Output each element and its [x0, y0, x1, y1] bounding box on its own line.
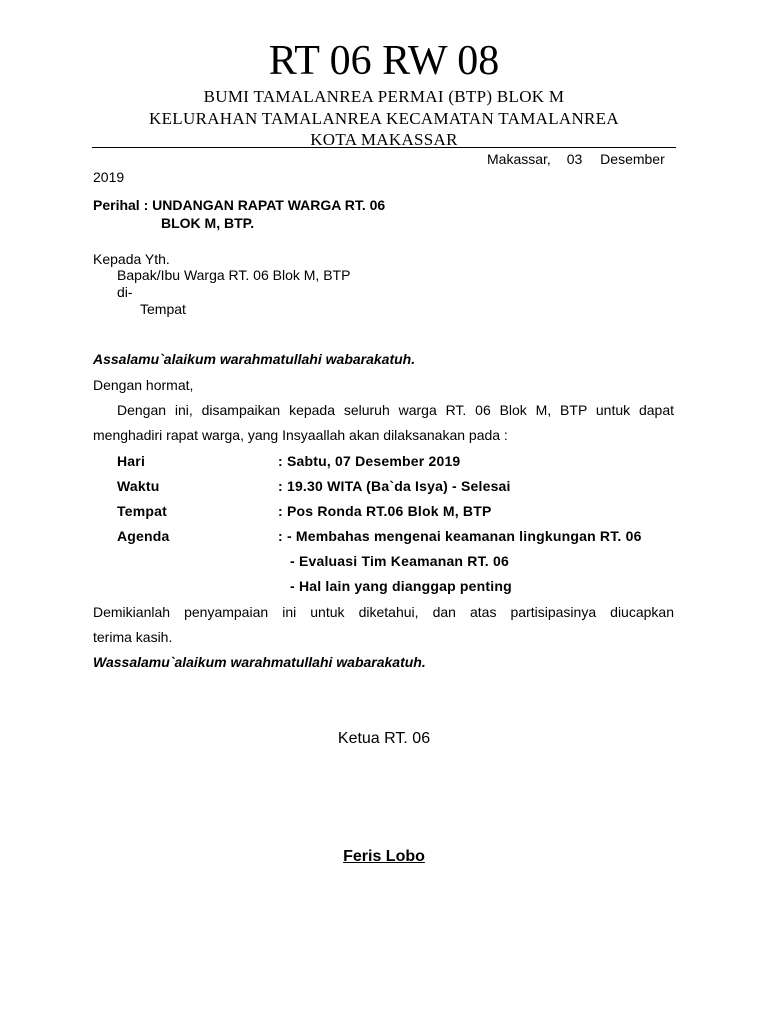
farewell: Wassalamu`alaikum warahmatullahi wabarakatuh.	[93, 654, 426, 670]
perihal-subject: UNDANGAN RAPAT WARGA RT. 06	[152, 197, 386, 213]
letterhead-line-2: KELURAHAN TAMALANREA KECAMATAN TAMALANREA	[149, 109, 619, 128]
agenda-item-3: - Hal lain yang dianggap penting	[290, 578, 512, 594]
date-month: Desember	[600, 151, 665, 167]
detail-value-waktu: : 19.30 WITA (Ba`da Isya) - Selesai	[278, 478, 511, 494]
greeting: Assalamu`alaikum warahmatullahi wabarakatuh.	[93, 351, 416, 367]
recipient-line-3: di-	[117, 284, 133, 300]
agenda-item-2: - Evaluasi Tim Keamanan RT. 06	[290, 553, 509, 569]
recipient-line-2: Bapak/Ibu Warga RT. 06 Blok M, BTP	[117, 267, 351, 283]
perihal-line-2: BLOK M, BTP.	[161, 215, 255, 231]
salutation: Dengan hormat,	[93, 377, 194, 393]
letterhead-divider	[92, 147, 676, 148]
closing-line-2: terima kasih.	[93, 629, 173, 645]
detail-label-waktu: Waktu	[117, 478, 160, 494]
closing-line-1: Demikianlah penyampaian ini untuk diketahui, dan atas partisipasinya diucapkan	[93, 604, 674, 620]
detail-value-hari: : Sabtu, 07 Desember 2019	[278, 453, 461, 469]
intro-line-2: menghadiri rapat warga, yang Insyaallah akan dilaksanakan pada :	[93, 427, 508, 443]
detail-label-agenda: Agenda	[117, 528, 170, 544]
detail-label-tempat: Tempat	[117, 503, 167, 519]
detail-label-hari: Hari	[117, 453, 146, 469]
letterhead-line-3: KOTA MAKASSAR	[310, 130, 458, 149]
date-year: 2019	[93, 169, 125, 185]
perihal-label: Perihal :	[93, 197, 149, 213]
date-city: Makassar,	[487, 151, 551, 167]
signature-role: Ketua RT. 06	[337, 730, 431, 747]
perihal-line-1	[93, 196, 385, 214]
signature-name: Feris Lobo	[343, 848, 425, 865]
recipient-line-1: Kepada Yth.	[93, 251, 170, 267]
detail-value-tempat: : Pos Ronda RT.06 Blok M, BTP	[278, 503, 492, 519]
date-day: 03	[566, 151, 583, 167]
recipient-line-4: Tempat	[140, 301, 186, 317]
detail-value-agenda: : - Membahas mengenai keamanan lingkungan RT. 06	[278, 528, 642, 544]
intro-line-1: Dengan ini, disampaikan kepada seluruh warga RT. 06 Blok M, BTP untuk dapat	[117, 402, 674, 418]
letterhead-title: RT 06 RW 08	[268, 38, 500, 84]
date-line	[487, 150, 665, 168]
letterhead-line-1: BUMI TAMALANREA PERMAI (BTP) BLOK M	[203, 87, 565, 106]
